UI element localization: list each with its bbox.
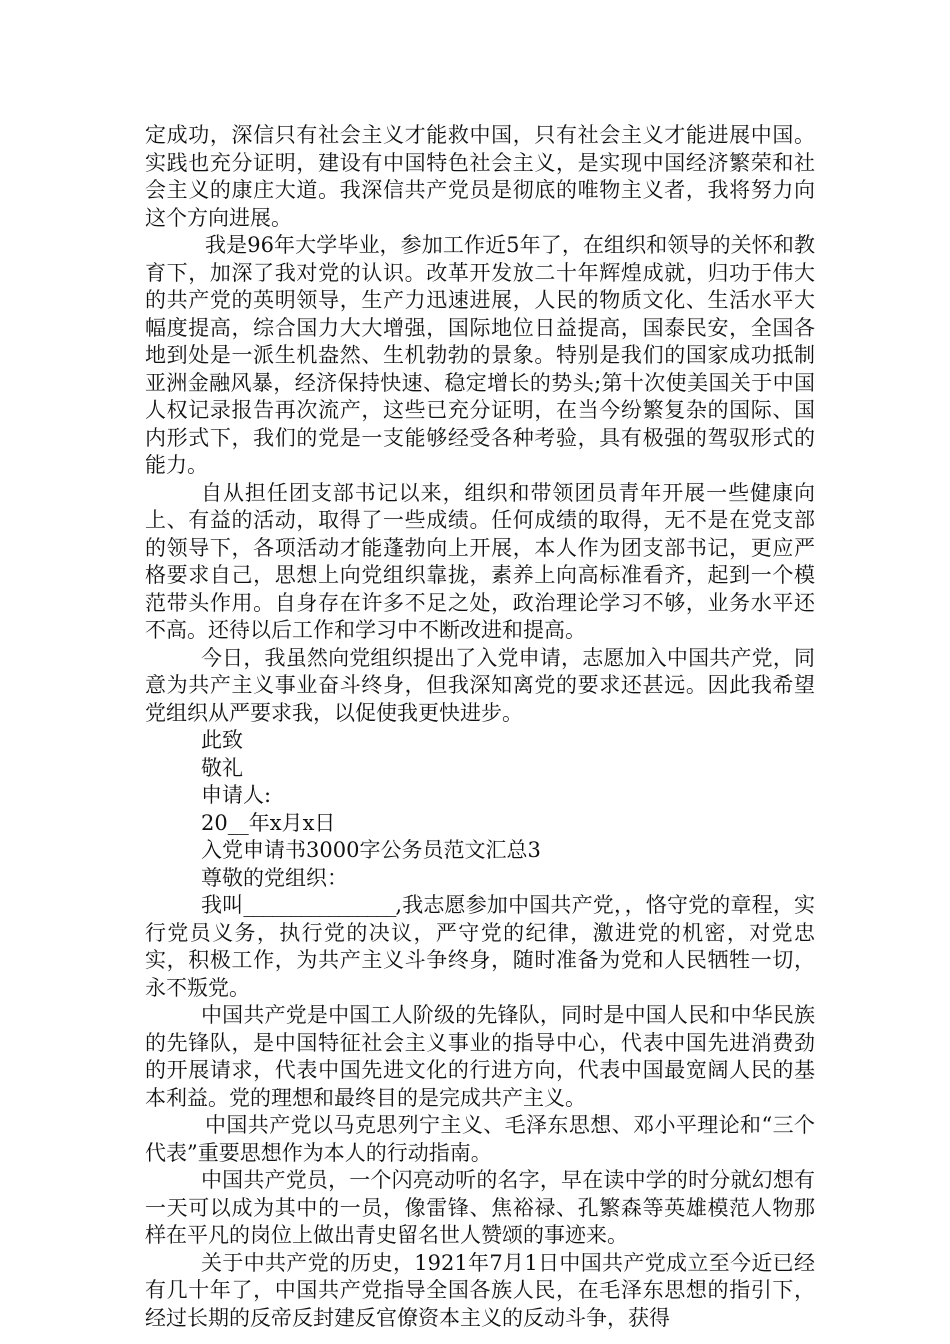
paragraph-league-secretary: 自从担任团支部书记以来，组织和带领团员青年开展一些健康向上、有益的活动，取得了一些成绩。任何成绩的取得，无不是在党支部的领导下，各项活动才能蓬勃向上开展，本人作为团支部书记，更应严格要求自己，思想上向党组织靠拢，素养上向高标准看齐，起到一个模范带头作用。自身存在许多不足之处，政治理论学习不够，业务水平还不高。还待以后工作和学习中不断改进和提高。 — [145, 480, 815, 642]
salute-phrase: 敬礼 — [201, 755, 243, 780]
paragraph-pledge — [145, 892, 815, 1002]
greeting-line: 尊敬的党组织： — [201, 865, 348, 890]
paragraph-guiding-ideology: 中国共产党以马克思列宁主义、毛泽东思想、邓小平理论和“三个代表”重要思想作为本人的行动指南。 — [145, 1113, 815, 1165]
name-blank: ________________ — [243, 893, 396, 917]
section-title: 入党申请书3000字公务员范文汇总3 — [201, 838, 541, 862]
date-line: 20__年x月x日 — [201, 810, 336, 835]
closing-phrase: 此致 — [201, 728, 243, 752]
pledge-prefix: 我叫 — [201, 893, 244, 917]
paragraph-aspiration: 中国共产党员，一个闪亮动听的名字，早在读中学的时分就幻想有一天可以成为其中的一员，像雷锋、焦裕禄、孔繁森等英雄模范人物那样在平凡的岗位上做出青史留名世人赞颂的事迹来。 — [145, 1168, 815, 1247]
applicant-label: 申请人: — [201, 783, 272, 807]
paragraph-intro-continuation: 定成功，深信只有社会主义才能救中国，只有社会主义才能进展中国。实践也充分证明，建设有中国特色社会主义，是实现中国经济繁荣和社会主义的康庄大道。我深信共产党员是彻底的唯物主义者，我将努力向这个方向进展。 — [145, 123, 815, 230]
paragraph-vanguard: 中国共产党是中国工人阶级的先锋队，同时是中国人民和中华民族的先锋队，是中国特征社会主义事业的指导中心，代表中国先进消费劲的开展请求，代表中国先进文化的行进方向，代表中国最宽阔人民的基本利益。党的理想和最终目的是完成共产主义。 — [145, 1003, 815, 1110]
document-page — [145, 122, 815, 1332]
paragraph-party-history: 关于中共产党的历史，1921年7月1日中国共产党成立至今近已经有几十年了，中国共产党指导全国各族人民，在毛泽东思想的指引下，经过长期的反帝反封建反官僚资本主义的反动斗争，获得 — [145, 1250, 815, 1330]
paragraph-graduation: 我是96年大学毕业，参加工作近5年了，在组织和领导的关怀和教育下，加深了我对党的认识。改革开发放二十年辉煌成就，归功于伟大的共产党的英明领导，生产力迅速进展，人民的物质文化、生活水平大幅度提高，综合国力大大增强，国际地位日益提高，国泰民安，全国各地到处是一派生机盎然、生机勃勃的景象。特别是我们的国家成功抵制亚洲金融风暴，经济保持快速、稳定增长的势头;第十次使美国关于中国人权记录报告再次流产，这些已充分证明，在当今纷繁复杂的国际、国内形式下，我们的党是一支能够经受各种考验，具有极强的驾驭形式的能力。 — [145, 233, 815, 477]
paragraph-application-today: 今日，我虽然向党组织提出了入党申请，志愿加入中国共产党，同意为共产主义事业奋斗终身，但我深知离党的要求还甚远。因此我希望党组织从严要求我，以促使我更快进步。 — [145, 645, 815, 725]
pledge-text: ,我志愿参加中国共产党，，恪守党的章程，实行党员义务，执行党的决议，严守党的纪律，激进党的机密，对党忠实，积极工作，为共产主义斗争终身，随时准备为党和人民牺牲一切，永不叛党。 — [145, 893, 815, 1000]
